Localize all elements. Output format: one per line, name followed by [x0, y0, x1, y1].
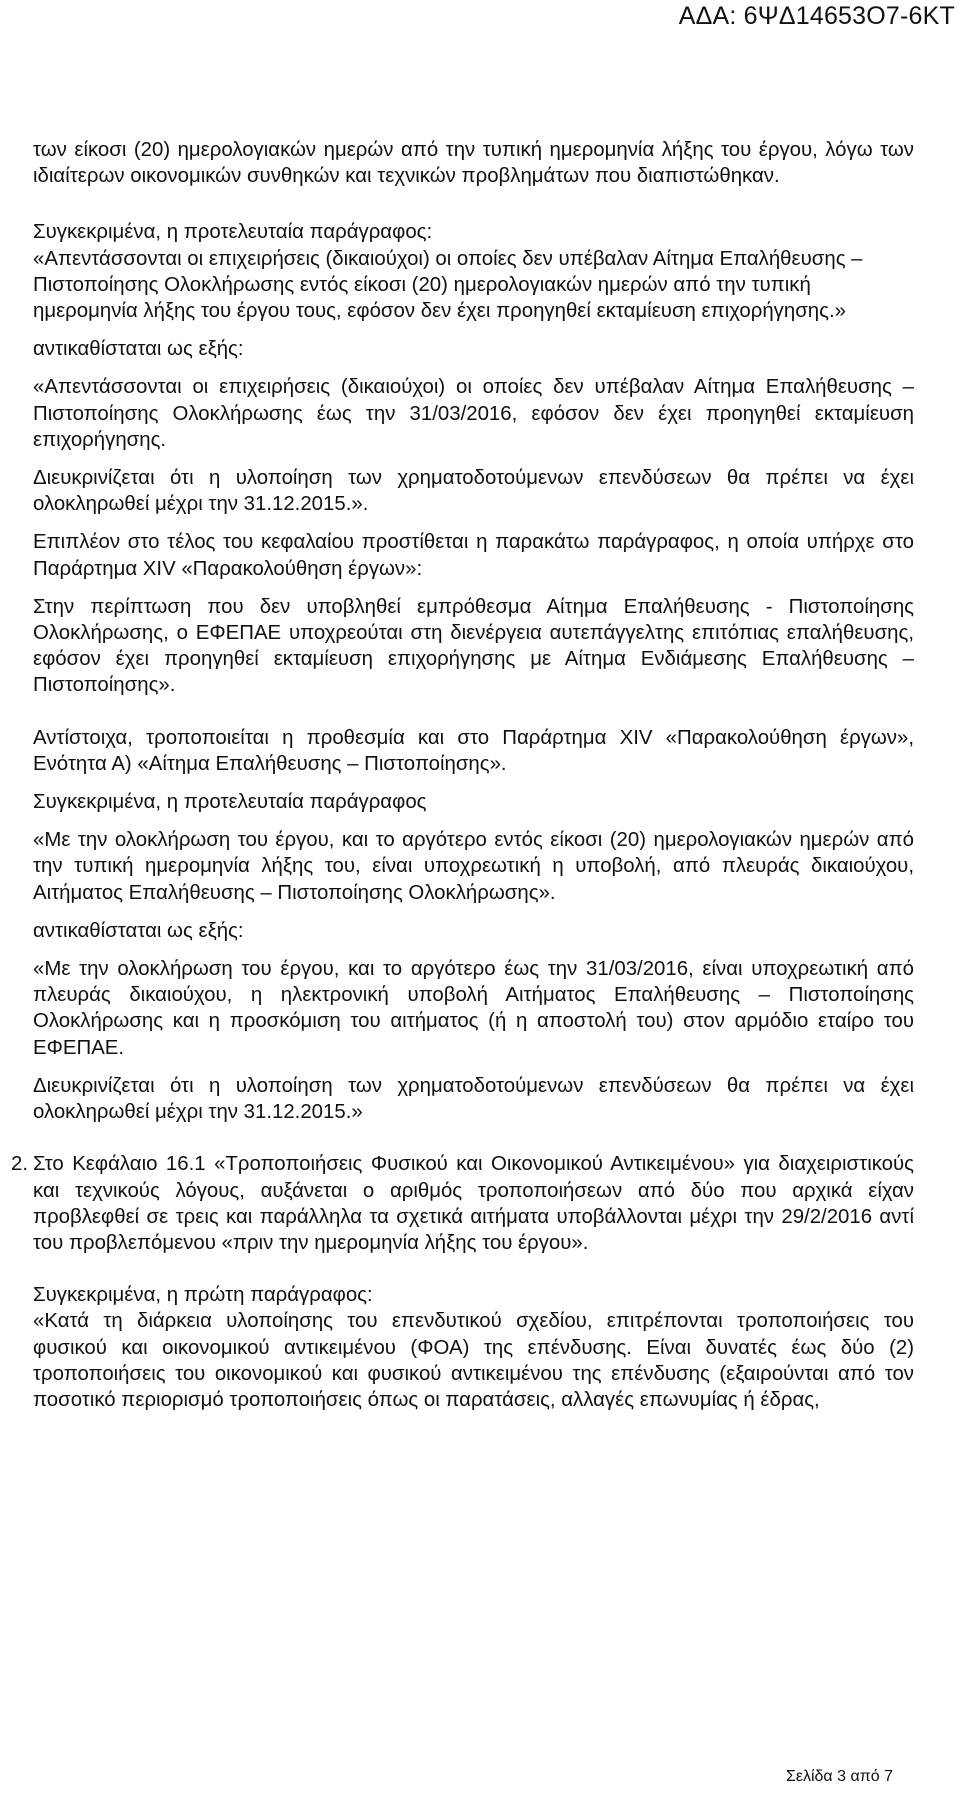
list-item-text: Στο Κεφάλαιο 16.1 «Τροποποιήσεις Φυσικού και Οικονομικού Αντικειμένου» για διαχειριστικούς και τεχνικούς λόγους, αυξάνεται ο αριθμός τροποποιήσεων από δύο που αρχικά είχαν προβλεφθεί σε τρεις και παράλληλα τα σχετικά αιτήματα υποβάλλονται μέχρι την 29/2/2016 αντί του προβλεπόμενου «πριν την ημερομηνία λήξης του έργου».: [33, 1153, 914, 1254]
ada-header: ΑΔΑ: 6ΨΔ14653Ο7-6ΚΤ: [678, 2, 955, 30]
paragraph-intro-1: [33, 219, 914, 245]
paragraph-text: αντικαθίσταται ως εξής:: [33, 338, 244, 361]
paragraph-text: Αντίστοιχα, τροποποιείται η προθεσμία και στο Παράρτημα XIV «Παρακολούθηση έργων», Ενότητα Α) «Αίτημα Επαλήθευσης – Πιστοποίησης».: [33, 726, 914, 775]
paragraph-clarification-2: [33, 1073, 914, 1125]
paragraph-text: Διευκρινίζεται ότι η υλοποίηση των χρηματοδοτούμενων επενδύσεων θα πρέπει να έχει ολοκληρωθεί μέχρι την 31.12.2015.»: [33, 1074, 914, 1124]
paragraph-intro-3: [33, 1282, 914, 1308]
document-body: [10, 137, 914, 1413]
paragraph-replace-1: [33, 336, 914, 362]
paragraph-text: Στην περίπτωση που δεν υποβληθεί εμπρόθεσμα Αίτημα Επαλήθευσης - Πιστοποίησης Ολοκλήρωσης, ο ΕΦΕΠΑΕ υποχρεούται στη διενέργεια αυτεπάγγελτης επιτόπιας επαλήθευσης, εφόσον έχει προηγηθεί εκταμίευση επιχορήγησης με Αίτημα Ενδιάμεσης Επαλήθευσης – Πιστοποίησης».: [33, 595, 914, 697]
paragraph-text: Επιπλέον στο τέλος του κεφαλαίου προστίθεται η παρακάτω παράγραφος, η οποία υπήρχε στο Παράρτημα XIV «Παρακολούθηση έργων»:: [33, 531, 914, 580]
paragraph-continuation: [33, 137, 914, 189]
paragraph-quote-1: [33, 246, 914, 325]
paragraph-text: «Κατά τη διάρκεια υλοποίησης του επενδυτικού σχεδίου, επιτρέπονται τροποποιήσεις του φυσικού και οικονομικού αντικειμένου (ΦΟΑ) της επένδυσης. Είναι δυνατές έως δύο (2) τροποποιήσεις του οικονομικού και φυσικού αντικειμένου της επένδυσης (εξαιρούνται από τον ποσοτικό περιορισμό τροποποιήσεις όπως οι παρατάσεις, αλλαγές επωνυμίας ή έδρας,: [33, 1310, 914, 1411]
paragraph-text: των είκοσι (20) ημερολογιακών ημερών από την τυπική ημερομηνία λήξης του έργου, λόγω των ιδιαίτερων οικονομικών συνθηκών και τεχνικών προβλημάτων που διαπιστώθηκαν.: [33, 139, 914, 188]
paragraph-annex-text: [33, 594, 914, 699]
page-number: Σελίδα 3 από 7: [785, 1768, 893, 1785]
paragraph-correspondingly: [33, 725, 914, 777]
paragraph-clarification-1: [33, 465, 914, 517]
list-item-2: [10, 1151, 914, 1256]
paragraph-text: «Με την ολοκλήρωση του έργου, και το αργότερο εντός είκοσι (20) ημερολογιακών ημερών από την τυπική ημερομηνία λήξης του, είναι υποχρεωτική η υποβολή, από πλευράς δικαιούχου, Αιτήματος Επαλήθευσης – Πιστοποίησης Ολοκλήρωσης».: [33, 829, 914, 904]
paragraph-text: Συγκεκριμένα, η προτελευταία παράγραφος: [33, 791, 427, 814]
paragraph-replace-2: [33, 918, 914, 944]
paragraph-quote-5: [33, 1308, 914, 1413]
paragraph-text: Διευκρινίζεται ότι η υλοποίηση των χρηματοδοτούμενων επενδύσεων θα πρέπει να έχει ολοκληρωθεί μέχρι την 31.12.2015.».: [33, 467, 914, 516]
paragraph-addition: [33, 529, 914, 581]
list-item-number: 2.: [10, 1153, 28, 1176]
paragraph-text: Συγκεκριμένα, η προτελευταία παράγραφος:: [33, 221, 433, 244]
paragraph-text: Συγκεκριμένα, η πρώτη παράγραφος:: [33, 1284, 373, 1307]
paragraph-text: «Με την ολοκλήρωση του έργου, και το αργότερο έως την 31/03/2016, είναι υποχρεωτική από πλευράς δικαιούχου, η ηλεκτρονική υποβολή Αιτήματος Επαλήθευσης – Πιστοποίησης Ολοκλήρωσης και η προσκόμιση του αιτήματος (ή η αποστολή του) στον αρμόδιο εταίρο του ΕΦΕΠΑΕ.: [33, 958, 914, 1059]
paragraph-quote-4: [33, 956, 914, 1061]
paragraph-text: «Απεντάσσονται οι επιχειρήσεις (δικαιούχοι) οι οποίες δεν υπέβαλαν Αίτημα Επαλήθευσης – Πιστοποίησης Ολοκλήρωσης έως την 31/03/2016, εφόσον δεν έχει προηγηθεί εκταμίευση επιχορήγησης.: [33, 376, 914, 451]
paragraph-text: «Απεντάσσονται οι επιχειρήσεις (δικαιούχοι) οι οποίες δεν υπέβαλαν Αίτημα Επαλήθευσης – Πιστοποίησης Ολοκλήρωσης εντός είκοσι (20) ημερολογιακών ημερών από την τυπική ημερομηνία λήξης του έργου τους, εφόσον δεν έχει προηγηθεί εκταμίευση επιχορήγησης.»: [33, 247, 863, 323]
paragraph-quote-2: [33, 374, 914, 453]
paragraph-intro-2: [33, 789, 914, 815]
paragraph-text: αντικαθίσταται ως εξής:: [33, 919, 244, 942]
paragraph-quote-3: [33, 827, 914, 906]
